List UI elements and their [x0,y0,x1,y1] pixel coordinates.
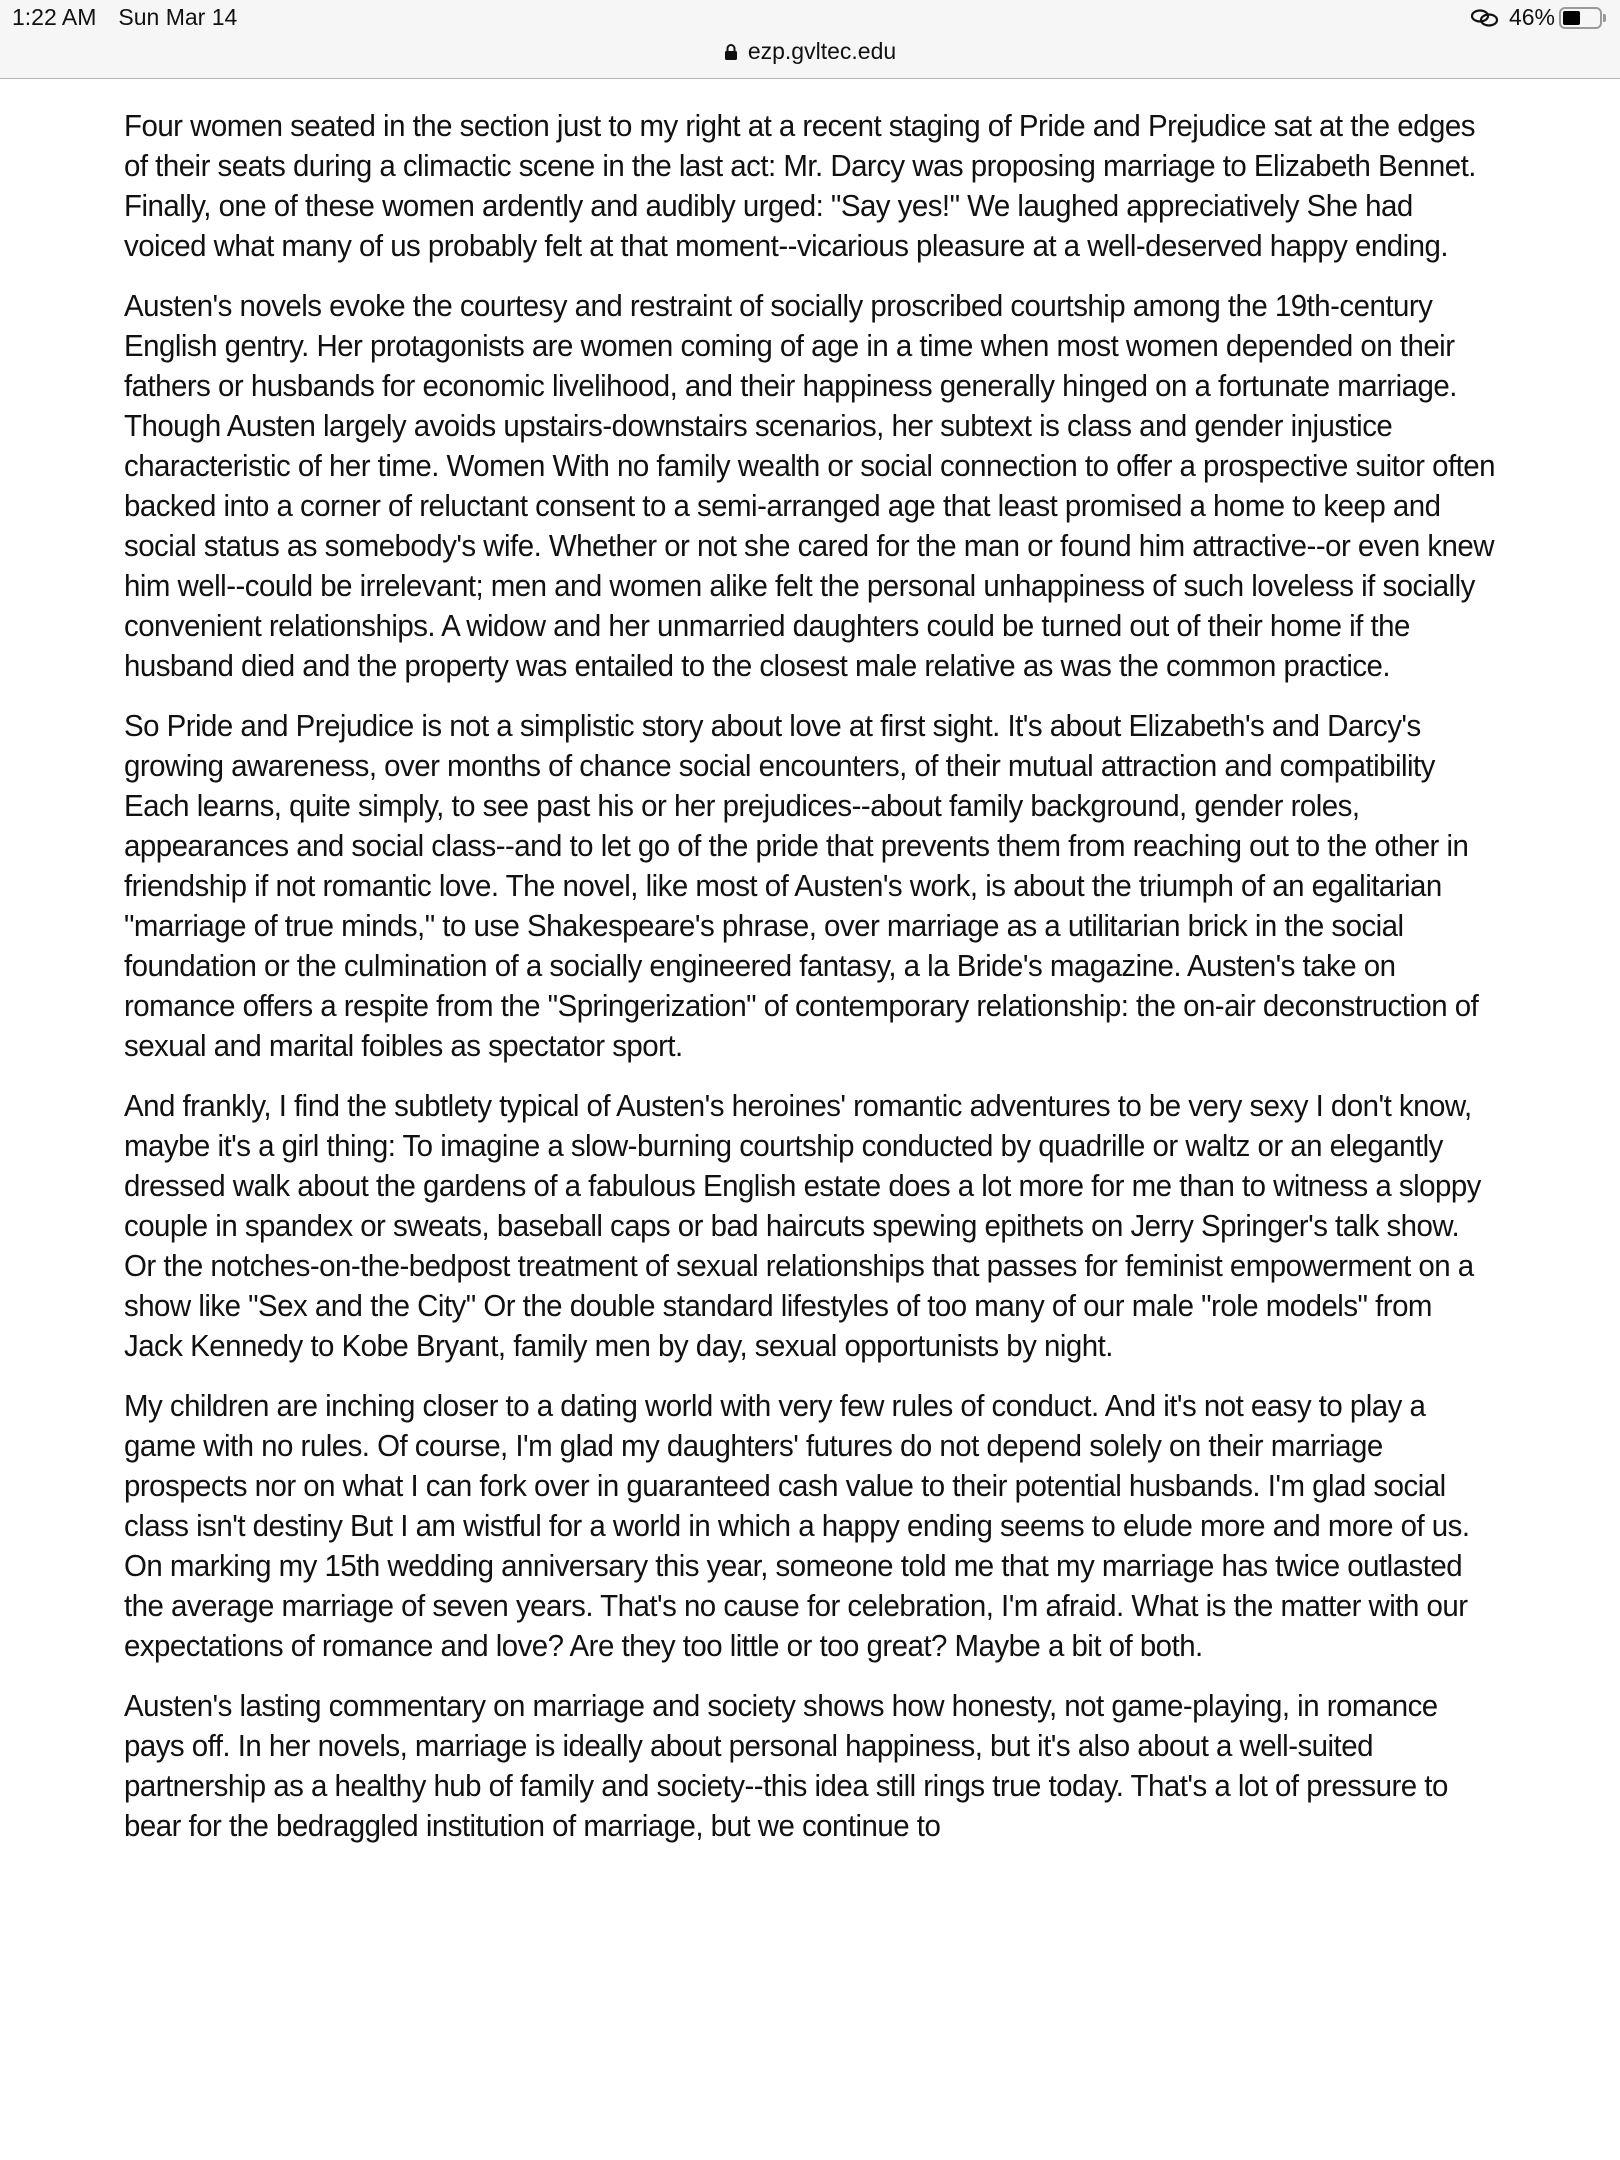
article-paragraph: And frankly, I find the subtlety typical of Austen's heroines' romantic adventures to be very sexy I don't know, maybe it's a girl thing: To imagine a slow-burning courtship conducted by quadrille or waltz or an elegantly dressed walk about the gardens of a fabulous English estate does a lot more for me than to witness a sloppy couple in spandex or sweats, baseball caps or bad haircuts spewing epithets on Jerry Springer's talk show. Or the notches-on-the-bedpost treatment of sexual relationships that passes for feminist empowerment on a show like "Sex and the City" Or the double standard lifestyles of too many of our male "role models" from Jack Kennedy to Kobe Bryant, family men by day, sexual opportunists by night. [124,1088,1481,1363]
article-paragraph: Austen's lasting commentary on marriage and society shows how honesty, not game-playing, in romance pays off. In her novels, marriage is ideally about personal happiness, but it's also about a well-suited partnership as a healthy hub of family and society--this idea still rings true today. That's a lot of pressure to bear for the bedraggled institution of marriage, but we continue to [124,1688,1448,1843]
status-bar-right [1469,4,1606,31]
battery-icon [1559,7,1602,29]
status-date: Sun Mar 14 [118,4,238,30]
article-paragraph: So Pride and Prejudice is not a simplistic story about love at first sight. It's about Elizabeth's and Darcy's growing awareness, over months of chance social encounters, of their mutual attraction and compatibility Each learns, quite simply, to see past his or her prejudices--about family background, gender roles, appearances and social class--and to let go of the pride that prevents them from reaching out to the other in friendship if not romantic love. The novel, like most of Austen's work, is about the triumph of an egalitarian "marriage of true minds," to use Shakespeare's phrase, over marriage as a utilitarian brick in the social foundation or the culmination of a socially engineered fantasy, a la Bride's magazine. Austen's take on romance offers a respite from the "Springerization" of contemporary relationship: the on-air deconstruction of sexual and marital foibles as spectator sport. [124,708,1479,1063]
article-paragraph: Four women seated in the section just to my right at a recent staging of Pride and Prejudice sat at the edges of their seats during a climactic scene in the last act: Mr. Darcy was proposing marriage to Elizabeth Bennet. Finally, one of these women ardently and audibly urged: "Say yes!" We laughed appreciatively She had voiced what many of us probably felt at that moment--vicarious pleasure at a well-deserved happy ending. [124,108,1476,263]
browser-top-chrome [0,0,1620,79]
article-paragraph: My children are inching closer to a dating world with very few rules of conduct. And it's not easy to play a game with no rules. Of course, I'm glad my daughters' futures do not depend solely on their marriage prospects nor on what I can fork over in guaranteed cash value to their potential husbands. I'm glad social class isn't destiny But I am wistful for a world in which a happy ending seems to elude more and more of us. On marking my 15th wedding anniversary this year, someone told me that my marriage has twice outlasted the average marriage of seven years. That's no cause for celebration, I'm afraid. What is the matter with our expectations of romance and love? Are they too little or too great? Maybe a bit of both. [124,1388,1470,1663]
battery-percent: 46% [1508,4,1555,30]
link-icon [1469,8,1501,28]
battery-tip [1603,14,1606,22]
lock-icon [724,43,738,61]
status-bar-left [12,4,237,31]
url-text[interactable]: ezp.gvltec.edu [747,38,897,64]
address-bar[interactable] [0,38,1620,65]
status-time: 1:22 AM [12,4,97,30]
article-body [124,106,1524,1866]
article-paragraph: Austen's novels evoke the courtesy and restraint of socially proscribed courtship among the 19th-century English gentry. Her protagonists are women coming of age in a time when most women depended on their fathers or husbands for economic livelihood, and their happiness generally hinged on a fortunate marriage. Though Austen largely avoids upstairs-downstairs scenarios, her subtext is class and gender injustice characteristic of her time. Women With no family wealth or social connection to offer a prospective suitor often backed into a corner of reluctant consent to a semi-arranged age that least promised a home to keep and social status as somebody's wife. Whether or not she cared for the man or found him attractive--or even knew him well--could be irrelevant; men and women alike felt the personal unhappiness of such loveless if socially convenient relationships. A widow and her unmarried daughters could be turned out of their home if the husband died and the property was entailed to the closest male relative as was the common practice. [124,288,1496,683]
battery-level [1563,11,1580,25]
